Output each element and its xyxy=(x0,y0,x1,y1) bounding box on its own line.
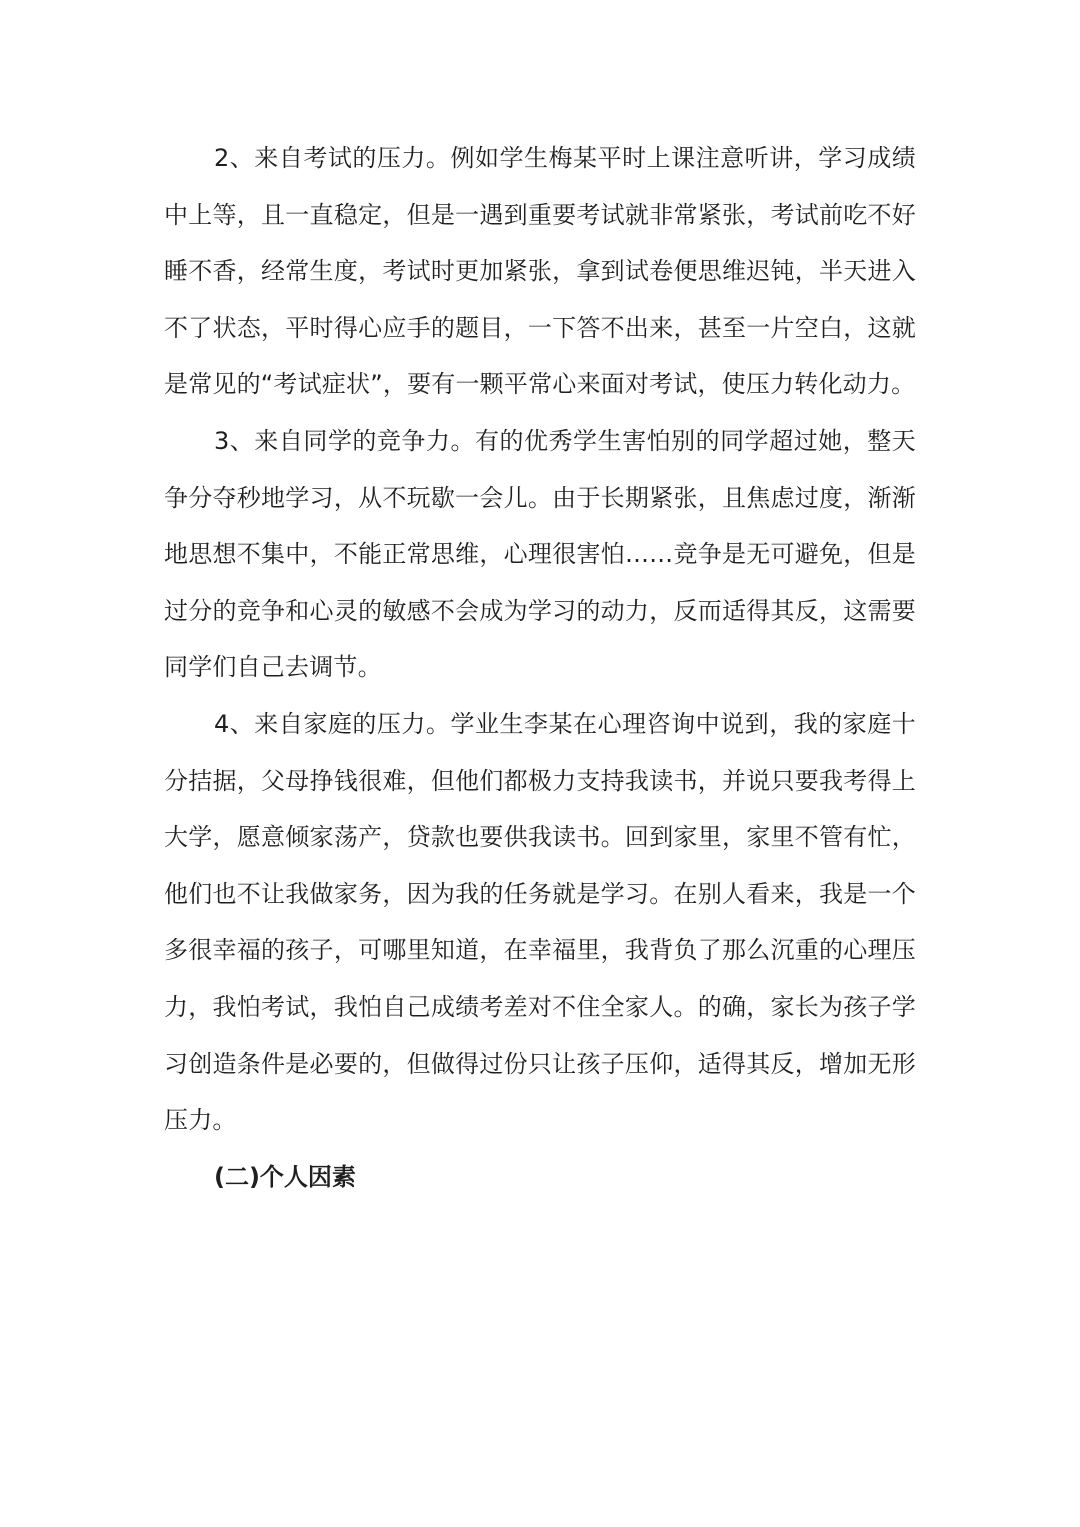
paragraph-peer-competition: 3、来自同学的竞争力。有的优秀学生害怕别的同学超过她，整天争分夺秒地学习，从不玩歇一会儿。由于长期紧张，且焦虑过度，渐渐地思想不集中，不能正常思维，心理很害怕……竞争是无可避免，但是过分的竞争和心灵的敏感不会成为学习的动力，反而适得其反，这需要同学们自己去调节。 xyxy=(164,426,916,682)
section-heading: (二)个人因素 xyxy=(214,1162,356,1191)
document-page xyxy=(164,130,916,1205)
paragraph-family-pressure: 4、来自家庭的压力。学业生李某在心理咨询中说到，我的家庭十分拮据，父母挣钱很难，但他们都极力支持我读书，并说只要我考得上大学，愿意倾家荡产，贷款也要供我读书。回到家里，家里不管有忙，他们也不让我做家务，因为我的任务就是学习。在别人看来，我是一个多很幸福的孩子，可哪里知道，在幸福里，我背负了那么沉重的心理压力，我怕考试，我怕自己成绩考差对不住全家人。的确，家长为孩子学习创造条件是必要的，但做得过份只让孩子压仰，适得其反，增加无形压力。 xyxy=(164,709,916,1135)
paragraph-exam-pressure: 2、来自考试的压力。例如学生梅某平时上课注意听讲，学习成绩中上等，且一直稳定，但是一遇到重要考试就非常紧张，考试前吃不好睡不香，经常生度，考试时更加紧张，拿到试卷便思维迟钝，半天进入不了状态，平时得心应手的题目，一下答不出来，甚至一片空白，这就是常见的“考试症状”，要有一颗平常心来面对考试，使压力转化动力。 xyxy=(164,144,916,399)
